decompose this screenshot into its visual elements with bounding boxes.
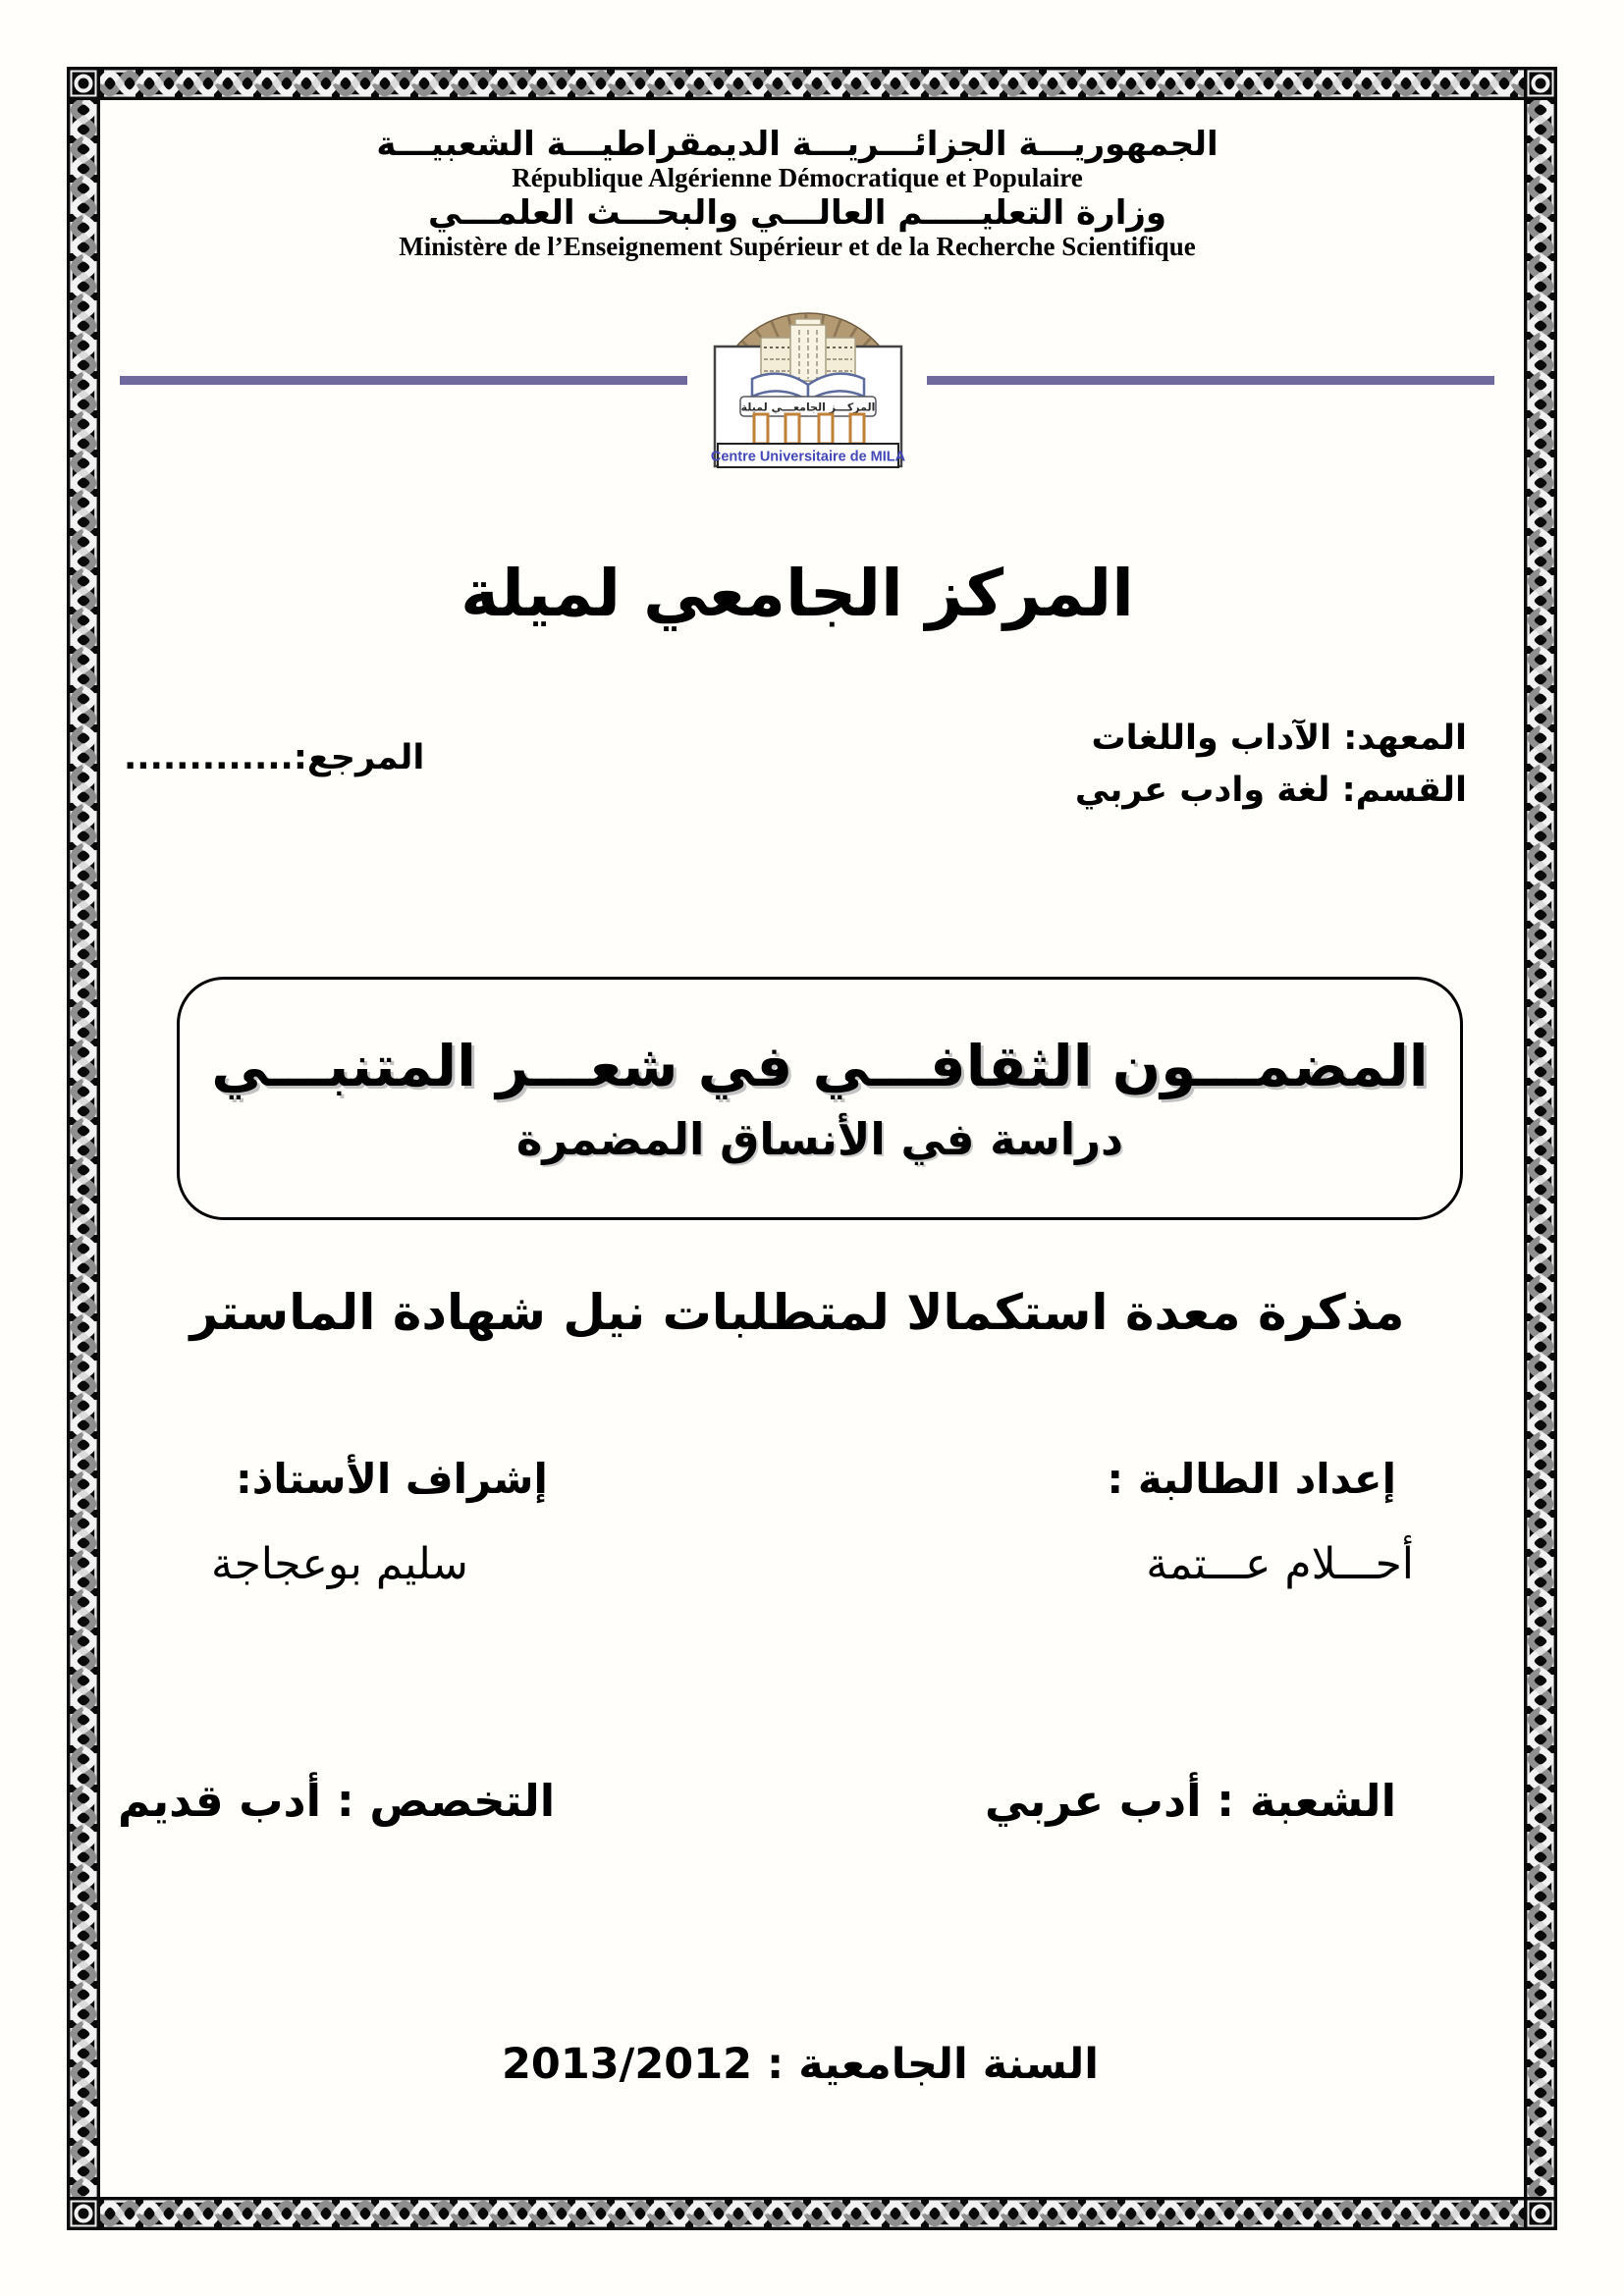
border-corner-top-right-icon [1524,67,1557,100]
republic-title-arabic: الجمهوريـــة الجزائـــريـــة الديمقراطيـــة الشعبيـــة [376,125,1218,164]
branch-line: الشعبة : أدب عربي [984,1775,1396,1827]
department-line: القسم: لغة وادب عربي [1074,770,1467,810]
university-logo [705,291,911,473]
specialty-line: التخصص : أدب قديم [118,1775,556,1827]
border-strip-left [67,100,100,2197]
border-strip-right [1524,100,1557,2197]
student-prepared-by-label: إعداد الطالبة : [1107,1455,1396,1503]
border-corner-top-left-icon [67,67,100,100]
university-title-calligraphic: المركز الجامعي لميلة [460,556,1134,631]
divider-rule-left [120,376,687,385]
border-strip-top [100,67,1524,100]
academic-year-label: السنة الجامعية : [767,2040,1099,2089]
header-block [100,126,1494,263]
reference-line: المرجع:............. [124,738,425,777]
border-corner-bottom-right-icon [1524,2197,1557,2230]
student-name: أحـــلام عـــتمة [1146,1539,1414,1589]
border-strip-bottom [100,2197,1524,2230]
institute-department-block [1075,713,1467,816]
ministry-title-arabic: وزارة التعليـــــم العالـــي والبحـــث العلمـــي [427,192,1167,233]
supervisor-label: إشراف الأستاذ: [236,1455,548,1503]
thesis-type-note: مذكرة معدة استكمالا لمتطلبات نيل شهادة الماستر [189,1284,1405,1341]
thesis-title-box [177,977,1463,1220]
logo-banner-text: المركـــز الجامعـــي لميلة [740,400,876,414]
institute-line: المعهد: الآداب واللغات [1091,719,1467,758]
divider-rule-right [927,376,1494,385]
academic-year-line [100,2040,1494,2089]
academic-year-value: 2013/2012 [502,2040,753,2089]
border-corner-bottom-left-icon [67,2197,100,2230]
republic-title-french: République Algérienne Démocratique et Populaire [512,163,1083,193]
thesis-title-subtitle: دراسة في الأنساق المضمرة [515,1112,1124,1165]
thesis-title-main: المضمـــون الثقافـــي في شعـــر المتنبـــي [211,1032,1429,1099]
supervisor-name: سليم بوعجاجة [211,1539,468,1589]
ministry-title-french: Ministère de l’Enseignement Supérieur et de la Recherche Scientifique [399,232,1196,262]
logo-caption-text: Centre Universitaire de MILA [710,449,906,465]
